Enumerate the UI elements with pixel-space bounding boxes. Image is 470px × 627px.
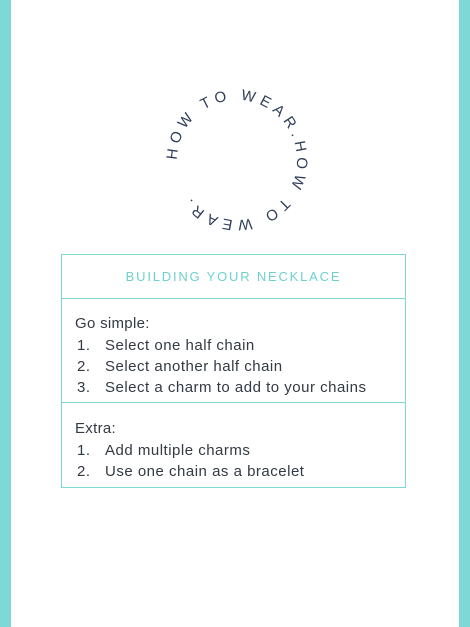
how-to-wear-circular-badge	[147, 70, 327, 250]
list-item-number: 2.	[77, 463, 91, 480]
list-item	[75, 377, 366, 398]
left-border-stripe	[0, 0, 11, 627]
extra-section	[62, 403, 405, 487]
list-item-text: Use one chain as a bracelet	[105, 463, 305, 480]
list-item	[75, 356, 366, 377]
list-item-number: 2.	[77, 358, 91, 375]
list-item-number: 1.	[77, 442, 91, 459]
go-simple-section	[62, 299, 405, 403]
list-item	[75, 461, 304, 482]
list-item-text: Select one half chain	[105, 337, 255, 354]
circular-badge-textpath: HOW TO WEAR.HOW TO WEAR.	[163, 86, 311, 234]
list-item-text: Select a charm to add to your chains	[105, 379, 367, 396]
circular-text-svg	[147, 70, 327, 250]
right-border-stripe	[459, 0, 470, 627]
list-item-text: Select another half chain	[105, 358, 283, 375]
building-necklace-card	[61, 254, 406, 488]
section-label-extra: Extra:	[75, 420, 116, 437]
circular-badge-text	[164, 87, 311, 234]
card-header	[62, 255, 405, 299]
section-label-go-simple: Go simple:	[75, 315, 150, 332]
list-item-text: Add multiple charms	[105, 442, 251, 459]
go-simple-list	[75, 335, 366, 398]
extra-list	[75, 440, 304, 482]
card-title: BUILDING YOUR NECKLACE	[125, 269, 342, 284]
list-item	[75, 440, 304, 461]
list-item	[75, 335, 366, 356]
list-item-number: 3.	[77, 379, 91, 396]
list-item-number: 1.	[77, 337, 91, 354]
